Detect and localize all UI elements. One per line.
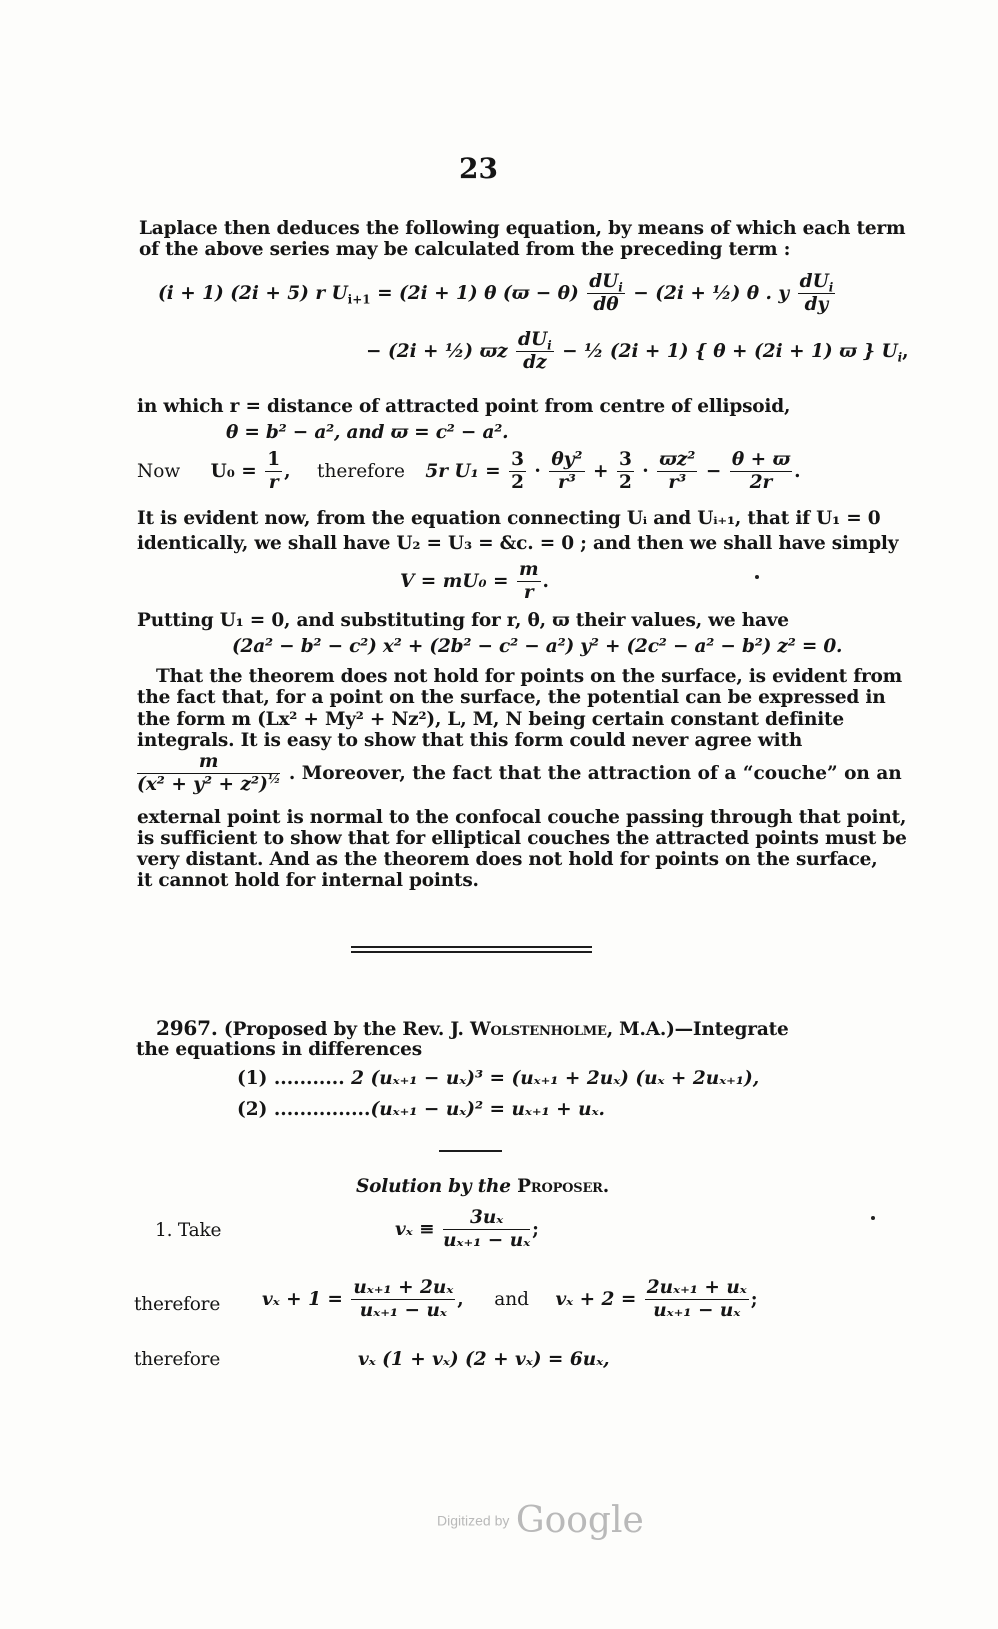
evident-line-2: identically, we shall have U₂ = U₃ = &c. = 0 ; and then we shall have simply <box>137 533 899 554</box>
now-f3-num: 3 <box>617 450 634 472</box>
laplace-intro-line-1: Laplace then deduces the following equation, by means of which each term <box>139 218 906 239</box>
theorem-line-8: very distant. And as the theorem does not hold for points on the surface, <box>137 849 878 870</box>
now-dot-2: · <box>642 460 649 482</box>
problem-author: Wolstenholme <box>469 1019 607 1040</box>
t1-den: uₓ₊₁ − uₓ <box>359 1300 447 1322</box>
recurrence-line-2-end: , <box>902 340 909 362</box>
theorem-frac-num: m <box>137 752 280 774</box>
solution-heading-proposer: Proposer. <box>517 1176 610 1197</box>
recurrence-part-2: − (2i + ½) θ . y <box>633 282 790 304</box>
now-f2-num: θy² <box>549 450 584 472</box>
section-separator-bottom <box>351 951 592 953</box>
frac3-num: dU <box>518 329 548 350</box>
now-frac-5 <box>730 450 792 494</box>
theorem-fraction <box>137 752 280 796</box>
putting-line: Putting U₁ = 0, and substituting for r, θ, ϖ their values, we have <box>137 610 789 631</box>
now-minus: − <box>705 460 722 482</box>
now-dot-1: · <box>534 460 541 482</box>
v-eq-end: . <box>542 570 549 592</box>
fraction-du-dz <box>516 330 554 374</box>
fraction-du-dtheta <box>587 272 625 316</box>
now-comma: , <box>284 460 291 482</box>
now-f4-den: r³ <box>668 472 687 494</box>
now-end: . <box>794 460 801 482</box>
now-f1-num: 3 <box>509 450 526 472</box>
recurrence-part-1: = (2i + 1) θ (ϖ − θ) <box>377 282 579 304</box>
theorem-line-6: external point is normal to the confocal couche passing through that point, <box>137 807 907 828</box>
t1-fraction <box>351 1278 455 1322</box>
solution-heading <box>356 1176 609 1198</box>
now-plus: + <box>592 460 609 482</box>
theorem-frac-den: (x² + y² + z²) <box>137 774 268 796</box>
problem-short-rule <box>439 1150 502 1152</box>
scan-speck <box>755 575 759 579</box>
t2-lhs: vₓ + 2 = <box>555 1288 637 1310</box>
t1-lhs: vₓ + 1 = <box>262 1288 343 1310</box>
laplace-intro-line-2: of the above series may be calculated from the preceding term : <box>139 239 791 260</box>
now-frac-1 <box>509 450 526 494</box>
problem-equation-1 <box>237 1068 759 1089</box>
eq1-body: 2 (uₓ₊₁ − uₓ)³ = (uₓ₊₁ + 2uₓ) (uₓ + 2uₓ₊₁), <box>351 1068 760 1089</box>
recurrence-equation-line-1 <box>158 272 837 316</box>
eq1-label: (1) ........... <box>237 1068 345 1089</box>
take-num: 3uₓ <box>443 1208 530 1230</box>
problem-rest: , M.A.)—Integrate <box>606 1019 789 1040</box>
now-f2-den: r³ <box>557 472 576 494</box>
now-lhs: 5r U₁ = <box>425 460 501 482</box>
v-equation <box>400 560 549 604</box>
recurrence-line-2-b-sub: i <box>897 350 903 365</box>
v-eq-num: m <box>517 560 541 582</box>
solution-therefore-equations <box>262 1278 758 1322</box>
recurrence-equation-line-2 <box>366 330 909 374</box>
now-u0-den: r <box>268 472 279 494</box>
take-end: ; <box>532 1218 539 1240</box>
problem-line-2: the equations in differences <box>136 1039 422 1060</box>
problem-proposed: (Proposed by the Rev. J. <box>223 1019 464 1040</box>
solution-therefore-2: therefore <box>134 1349 221 1370</box>
now-f5-num: θ + ϖ <box>730 450 792 472</box>
frac1-num: dU <box>589 271 619 292</box>
t1-num: uₓ₊₁ + 2uₓ <box>351 1278 455 1300</box>
now-u0-num: 1 <box>265 450 282 472</box>
now-f4-num: ϖz² <box>657 450 697 472</box>
problem-heading <box>156 1017 789 1041</box>
scan-speck <box>871 1216 875 1220</box>
take-fraction <box>443 1208 530 1252</box>
t1-comma: , <box>457 1288 464 1310</box>
v-eq-den: r <box>523 582 534 604</box>
now-frac-4 <box>657 450 697 494</box>
solution-final-equation: vₓ (1 + vₓ) (2 + vₓ) = 6uₓ, <box>358 1349 610 1370</box>
frac3-num-sub: i <box>547 338 552 353</box>
recurrence-line-2-b: − ½ (2i + 1) { θ + (2i + 1) ϖ } U <box>562 340 898 362</box>
theorem-fraction-line <box>135 752 902 796</box>
theorem-frac-exp: ½ <box>267 772 281 787</box>
frac1-den: dθ <box>593 294 619 316</box>
now-equation <box>137 450 801 494</box>
frac2-num: dU <box>799 271 829 292</box>
v-eq-fraction <box>517 560 541 604</box>
now-f3-den: 2 <box>618 472 632 494</box>
frac2-den: dy <box>804 294 829 316</box>
recurrence-line-2-a: − (2i + ½) ϖz <box>366 340 508 362</box>
solution-take-label: 1. Take <box>155 1220 222 1241</box>
theorem-line-3: the form m (Lx² + My² + Nz²), L, M, N being certain constant definite <box>137 709 844 730</box>
now-f1-den: 2 <box>511 472 524 494</box>
v-eq-lhs: V = mU₀ = <box>400 570 509 592</box>
now-u0-fraction <box>265 450 282 494</box>
t2-den: uₓ₊₁ − uₓ <box>653 1300 741 1322</box>
theorem-line-1: That the theorem does not hold for points on the surface, is evident from <box>156 666 903 687</box>
take-lhs: vₓ ≡ <box>395 1218 435 1240</box>
now-label: Now <box>137 460 181 482</box>
in-which-line-1: in which r = distance of attracted point from centre of ellipsoid, <box>137 396 791 417</box>
now-frac-2 <box>549 450 584 494</box>
and-word: and <box>494 1288 529 1310</box>
frac3-den: dz <box>523 352 547 374</box>
now-f5-den: 2r <box>749 472 773 494</box>
putting-equation: (2a² − b² − c²) x² + (2b² − c² − a²) y² + (2c² − a² − b²) z² = 0. <box>232 636 843 657</box>
problem-equation-2 <box>237 1099 605 1120</box>
frac1-num-sub: i <box>618 280 623 295</box>
recurrence-lhs: (i + 1) (2i + 5) r U <box>158 282 348 304</box>
solution-heading-italic: Solution by the <box>356 1176 511 1197</box>
eq2-label: (2) ............... <box>237 1099 371 1120</box>
google-logo: Google <box>515 1500 644 1541</box>
digitized-by-watermark <box>437 1500 644 1541</box>
solution-therefore-1: therefore <box>134 1294 221 1315</box>
theorem-line-5: . Moreover, the fact that the attraction of a “couche” on an <box>288 762 902 784</box>
digitized-by-text: Digitized by <box>437 1512 510 1529</box>
page-number: 23 <box>459 152 498 185</box>
take-den: uₓ₊₁ − uₓ <box>443 1230 531 1252</box>
t2-num: 2uₓ₊₁ + uₓ <box>645 1278 749 1300</box>
now-therefore: therefore <box>317 460 405 482</box>
theorem-line-9: it cannot hold for internal points. <box>137 870 479 891</box>
eq2-body: (uₓ₊₁ − uₓ)² = uₓ₊₁ + uₓ. <box>370 1099 605 1120</box>
now-u0: U₀ = <box>210 460 257 482</box>
evident-line-1: It is evident now, from the equation connecting Uᵢ and Uᵢ₊₁, that if U₁ = 0 <box>137 508 881 529</box>
problem-number: 2967. <box>156 1016 218 1040</box>
section-separator-top <box>351 946 592 948</box>
theorem-line-7: is sufficient to show that for elliptical couches the attracted points must be <box>137 828 907 849</box>
recurrence-lhs-sub: i+1 <box>347 292 371 307</box>
in-which-line-2: θ = b² − a², and ϖ = c² − a². <box>226 422 509 443</box>
t2-fraction <box>645 1278 749 1322</box>
fraction-du-dy <box>798 272 836 316</box>
t2-end: ; <box>750 1288 758 1310</box>
frac2-num-sub: i <box>828 280 834 295</box>
theorem-line-4: integrals. It is easy to show that this form could never agree with <box>137 730 803 751</box>
solution-take-equation <box>395 1208 539 1252</box>
theorem-line-2: the fact that, for a point on the surface, the potential can be expressed in <box>137 687 886 708</box>
now-frac-3 <box>617 450 634 494</box>
